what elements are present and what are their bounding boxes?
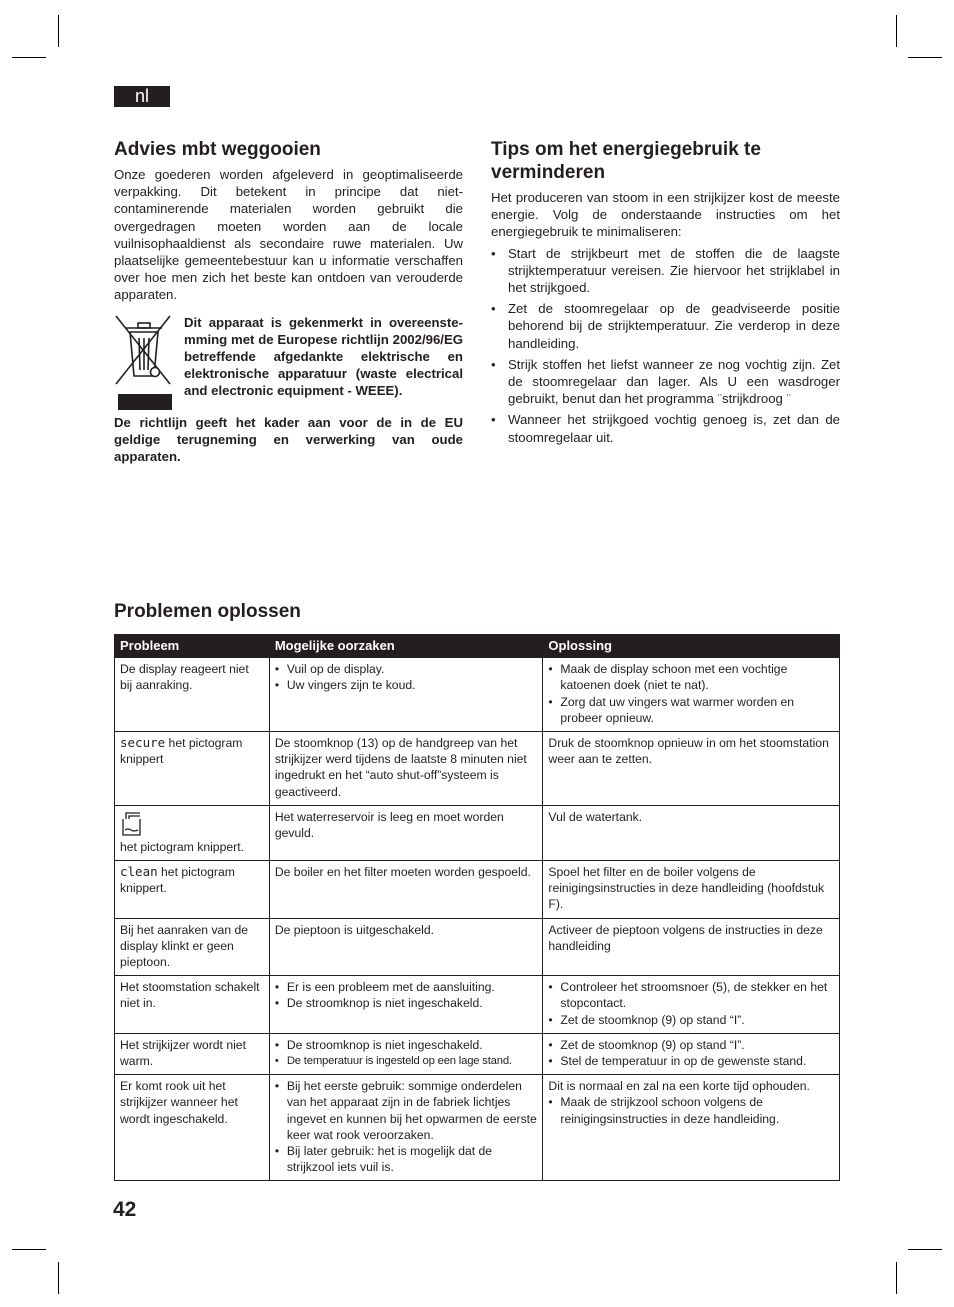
causes-cell xyxy=(269,976,543,1034)
causes-cell: Het waterreservoir is leeg en moet worden gevuld. xyxy=(269,805,543,860)
language-tab: nl xyxy=(114,86,170,107)
solution-cell: Spoel het filter en de boiler volgens de reinigingsinstructies in deze handleiding (hoofdstuk F). xyxy=(543,861,840,919)
energy-section xyxy=(491,138,840,450)
crop-mark xyxy=(896,15,897,47)
table-row xyxy=(115,918,840,976)
causes-cell xyxy=(269,1075,543,1181)
problem-cell: Er komt rook uit het strijkijzer wanneer het wordt ingeschakeld. xyxy=(115,1075,270,1181)
crop-mark xyxy=(58,1262,59,1294)
troubleshooting-table xyxy=(114,634,840,1181)
list-item: • Zet de stoomknop (9) op stand “I”. xyxy=(548,1037,834,1053)
list-item: • Uw vingers zijn te koud. xyxy=(275,677,538,693)
energy-tips-list xyxy=(491,245,840,446)
causes-cell xyxy=(269,658,543,732)
list-item: • Maak de strijkzool schoon volgens de reinigingsinstructies in deze handleiding. xyxy=(548,1094,834,1126)
solution-cell xyxy=(543,1075,840,1181)
list-item: • Zet de stoomregelaar op de geadviseerde positie behorend bij de strijktemperatuur. Zie verderop in deze handleiding. xyxy=(491,300,840,352)
crop-mark xyxy=(908,57,942,58)
energy-title: Tips om het energiegebruik te verminderen xyxy=(491,139,761,183)
disposal-intro: Onze goederen worden afgeleverd in geoptimaliseerde verpakking. Dit betekent in principe dat niet-contaminerende materialen worden gebruikt die overgedragen moeten worden aan de locale vuilnisophaaldienst als secondaire ruwe materialen. Uw plaatselijke gemeentebestuur kan u informatie verschaffen over hoe men zich het beste kan ontdoen van verouderde apparaten. xyxy=(114,167,463,303)
list-item: • Maak de display schoon met een vochtige katoenen doek (niet te nat). xyxy=(548,661,834,693)
list-item: • Stel de temperatuur in op de gewenste stand. xyxy=(548,1053,834,1069)
causes-cell: De pieptoon is uitgeschakeld. xyxy=(269,918,543,976)
solution-cell: Activeer de pieptoon volgens de instructies in deze handleiding xyxy=(543,918,840,976)
page-number: 42 xyxy=(113,1198,137,1221)
list-item: • Bij later gebruik: het is mogelijk dat de strijkzool iets vuil is. xyxy=(275,1143,538,1175)
header-causes: Mogelijke oorzaken xyxy=(269,635,543,658)
problem-text: het pictogram knippert. xyxy=(120,865,235,896)
secure-display-word: secure xyxy=(120,735,166,751)
causes-cell: De stoomknop (13) op de handgreep van het strijkijzer werd tijdens de laatste 8 minuten niet ingedrukt en het “auto shut-off”systeem is geactiveerd. xyxy=(269,732,543,806)
crop-mark xyxy=(12,1249,46,1250)
disposal-title: Advies mbt weggooien xyxy=(114,139,321,160)
list-item: • Controleer het stroomsnoer (5), de stekker en het stopcontact. xyxy=(548,979,834,1011)
list-item: • De stroomknop is niet ingeschakeld. xyxy=(275,995,538,1011)
table-row xyxy=(115,1033,840,1074)
problem-cell xyxy=(115,732,270,806)
table-row xyxy=(115,805,840,860)
header-solution: Oplossing xyxy=(543,635,840,658)
water-tank-icon xyxy=(120,809,264,839)
solution-cell xyxy=(543,1033,840,1074)
table-row xyxy=(115,861,840,919)
solution-cell xyxy=(543,658,840,732)
list-item: • Bij het eerste gebruik: sommige onderdelen van het apparaat zijn in de fabriek lichtjes ingevet en kunnen bij het opwarmen de eerste keer wat rook veroorzaken. xyxy=(275,1078,538,1143)
problem-cell xyxy=(115,805,270,860)
weee-block xyxy=(114,314,463,414)
table-row xyxy=(115,976,840,1034)
troubleshooting-section xyxy=(114,600,301,628)
problem-cell xyxy=(115,861,270,919)
crop-mark xyxy=(12,57,46,58)
problem-cell: Het stoomstation schakelt niet in. xyxy=(115,976,270,1034)
solution-text: Dit is normaal en zal na een korte tijd ophouden. xyxy=(548,1079,810,1094)
problem-text: het pictogram knippert xyxy=(120,736,243,767)
table-row xyxy=(115,732,840,806)
table-row xyxy=(115,658,840,732)
list-item: • Wanneer het strijkgoed vochtig genoeg is, zet dan de stoomregelaar uit. xyxy=(491,411,840,445)
crossed-out-bin-icon xyxy=(114,314,174,414)
energy-intro: Het produceren van stoom in een strijkijzer kost de meeste energie. Volg de onderstaande instructies om het energiegebruik te minimaliseren: xyxy=(491,190,840,240)
table-row xyxy=(115,1075,840,1181)
list-item: • Strijk stoffen het liefst wanneer ze nog vochtig zijn. Zet de stoomregelaar dan lager. Als U een wasdroger gebruikt, benut dan het programma ¨strijkdroog ¨ xyxy=(491,356,840,408)
list-item: • De stroomknop is niet ingeschakeld. xyxy=(275,1037,538,1053)
list-item: • Zorg dat uw vingers wat warmer worden en probeer opnieuw. xyxy=(548,694,834,726)
directive-text: De richtlijn geeft het kader aan voor de in de EU geldige terugneming en verwerking van oude apparaten. xyxy=(114,414,463,465)
solution-cell xyxy=(543,976,840,1034)
clean-display-word: clean xyxy=(120,864,158,880)
disposal-section xyxy=(114,138,463,465)
list-item: • Er is een probleem met de aansluiting. xyxy=(275,979,538,995)
list-item: • Start de strijkbeurt met de stoffen die de laagste strijktemperatuur vereisen. Zie hiervoor het strijklabel in het strijkgoed. xyxy=(491,245,840,297)
solution-cell: Druk de stoomknop opnieuw in om het stoomstation weer aan te zetten. xyxy=(543,732,840,806)
troubleshooting-title: Problemen oplossen xyxy=(114,601,301,622)
list-item: • Vuil op de display. xyxy=(275,661,538,677)
list-item: • Zet de stoomknop (9) op stand “I”. xyxy=(548,1012,834,1028)
problem-cell: Bij het aanraken van de display klinkt er geen pieptoon. xyxy=(115,918,270,976)
weee-text: Dit apparaat is gekenmerkt in overeenste-mming met de Europese richtlijn 2002/96/EG betreffende afgedankte elektrische en elektronische apparatuur (waste electrical and electronic equipment - WEEE). xyxy=(184,314,463,399)
crop-mark xyxy=(58,15,59,47)
causes-cell: De boiler en het filter moeten worden gespoeld. xyxy=(269,861,543,919)
problem-cell: De display reageert niet bij aanraking. xyxy=(115,658,270,732)
problem-text: het pictogram knippert. xyxy=(120,839,244,854)
list-item: • De temperatuur is ingesteld op een lage stand. xyxy=(275,1053,538,1069)
solution-cell: Vul de watertank. xyxy=(543,805,840,860)
crop-mark xyxy=(896,1262,897,1294)
table-header-row xyxy=(115,635,840,658)
header-problem: Probleem xyxy=(115,635,270,658)
causes-cell xyxy=(269,1033,543,1074)
crop-mark xyxy=(908,1249,942,1250)
problem-cell: Het strijkijzer wordt niet warm. xyxy=(115,1033,270,1074)
